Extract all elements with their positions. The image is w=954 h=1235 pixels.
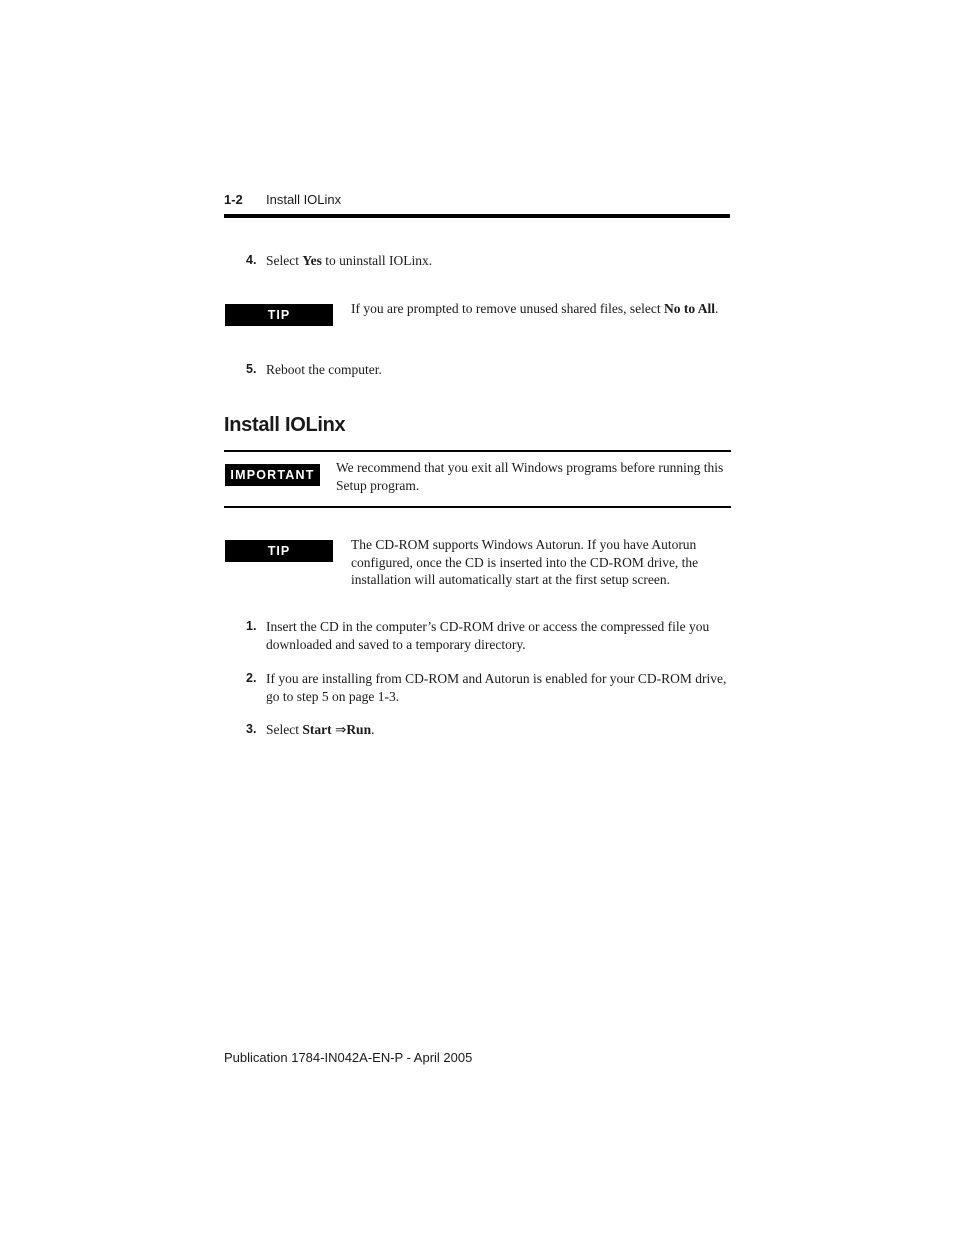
step-text: Insert the CD in the computer’s CD-ROM drive or access the compressed file you downloaded and saved to a temporary directory.: [266, 619, 710, 652]
section-title: Install IOLinx: [224, 414, 346, 436]
tip-badge: TIP: [225, 540, 333, 562]
step-number: 2.: [246, 671, 257, 685]
important-top-rule: [224, 450, 731, 452]
header-rule: [224, 214, 730, 218]
important-bottom-rule: [224, 506, 731, 508]
step-text: Reboot the computer.: [266, 362, 382, 377]
step-number: 5.: [246, 362, 257, 376]
step-number: 1.: [246, 619, 257, 633]
step-number: 4.: [246, 253, 257, 267]
step-text: Select Yes to uninstall IOLinx.: [266, 253, 433, 268]
important-text: We recommend that you exit all Windows programs before running this Setup program.: [336, 460, 724, 493]
running-title: Install IOLinx: [266, 192, 342, 207]
tip-badge: TIP: [225, 304, 333, 326]
step-text: Select Start ⇒Run.: [266, 722, 375, 737]
step-text: If you are installing from CD-ROM and Autorun is enabled for your CD-ROM drive, go to step 5 on page 1-3.: [266, 671, 727, 704]
footer-publication: Publication 1784-IN042A-EN-P - April 2005: [224, 1050, 473, 1065]
important-badge: IMPORTANT: [225, 464, 320, 486]
step-number: 3.: [246, 722, 257, 736]
page-number: 1-2: [224, 192, 243, 207]
arrow-icon: ⇒: [331, 722, 347, 737]
tip-text: If you are prompted to remove unused shared files, select No to All.: [351, 301, 719, 316]
tip-text: The CD-ROM supports Windows Autorun. If you have Autorun configured, once the CD is inserted into the CD-ROM drive, the installation will automatically start at the first setup screen.: [351, 537, 699, 587]
